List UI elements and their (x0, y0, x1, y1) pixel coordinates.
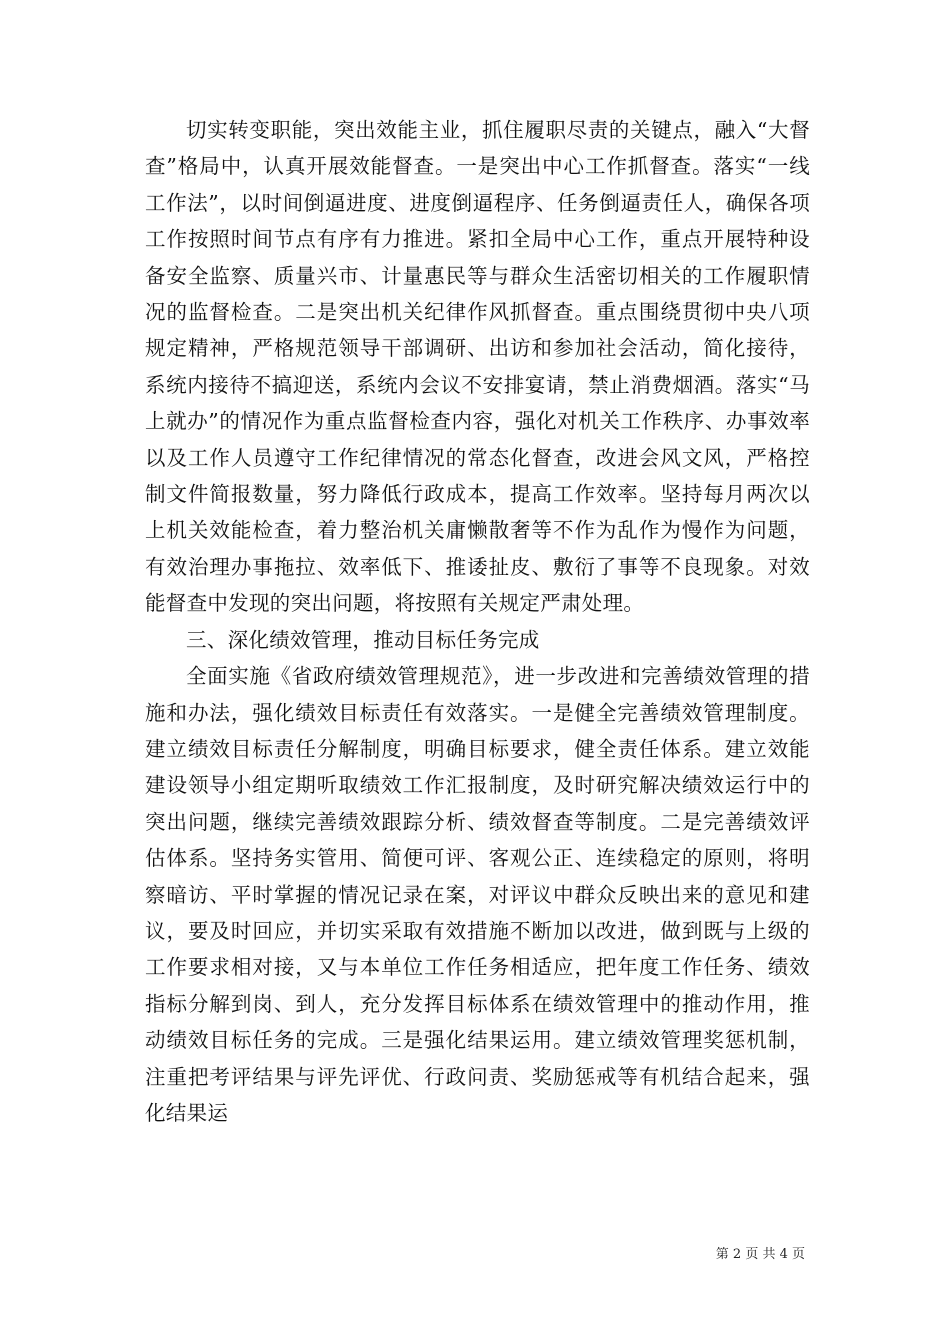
paragraph-efficiency-supervision: 切实转变职能，突出效能主业，抓住履职尽责的关键点，融入“大督查”格局中，认真开展效能督查。一是突出中心工作抓督查。落实“一线工作法”，以时间倒逼进度、进度倒逼程序、任务倒逼责任人，确保各项工作按照时间节点有序有力推进。紧扣全局中心工作，重点开展特种设备安全监察、质量兴市、计量惠民等与群众生活密切相关的工作履职情况的监督检查。二是突出机关纪律作风抓督查。重点围绕贯彻中央八项规定精神，严格规范领导干部调研、出访和参加社会活动，简化接待，系统内接待不搞迎送，系统内会议不安排宴请，禁止消费烟酒。落实“马上就办”的情况作为重点监督检查内容，强化对机关工作秩序、办事效率以及工作人员遵守工作纪律情况的常态化督查，改进会风文风，严格控制文件简报数量，努力降低行政成本，提高工作效率。坚持每月两次以上机关效能检查，着力整治机关庸懒散奢等不作为乱作为慢作为问题，有效治理办事拖拉、效率低下、推诿扯皮、敷衍了事等不良现象。对效能督查中发现的突出问题，将按照有关规定严肃处理。 (145, 118, 810, 616)
page-number-footer: 第 2 页 共 4 页 (715, 1247, 805, 1262)
section-heading-performance-management: 三、深化绩效管理，推动目标任务完成 (186, 627, 540, 652)
paragraph-performance-management: 全面实施《省政府绩效管理规范》，进一步改进和完善绩效管理的措施和办法，强化绩效目标责任有效落实。一是健全完善绩效管理制度。建立绩效目标责任分解制度，明确目标要求，健全责任体系。建立效能建设领导小组定期听取绩效工作汇报制度，及时研究解决绩效运行中的突出问题，继续完善绩效跟踪分析、绩效督查等制度。二是完善绩效评估体系。坚持务实管用、简便可评、客观公正、连续稳定的原则，将明察暗访、平时掌握的情况记录在案，对评议中群众反映出来的意见和建议，要及时回应，并切实采取有效措施不断加以改进，做到既与上级的工作要求相对接，又与本单位工作任务相适应，把年度工作任务、绩效指标分解到岗、到人，充分发挥目标体系在绩效管理中的推动作用，推动绩效目标任务的完成。三是强化结果运用。建立绩效管理奖惩机制，注重把考评结果与评先评优、行政问责、奖励惩戒等有机结合起来，强化结果运 (145, 664, 810, 1125)
document-body (145, 112, 810, 1131)
